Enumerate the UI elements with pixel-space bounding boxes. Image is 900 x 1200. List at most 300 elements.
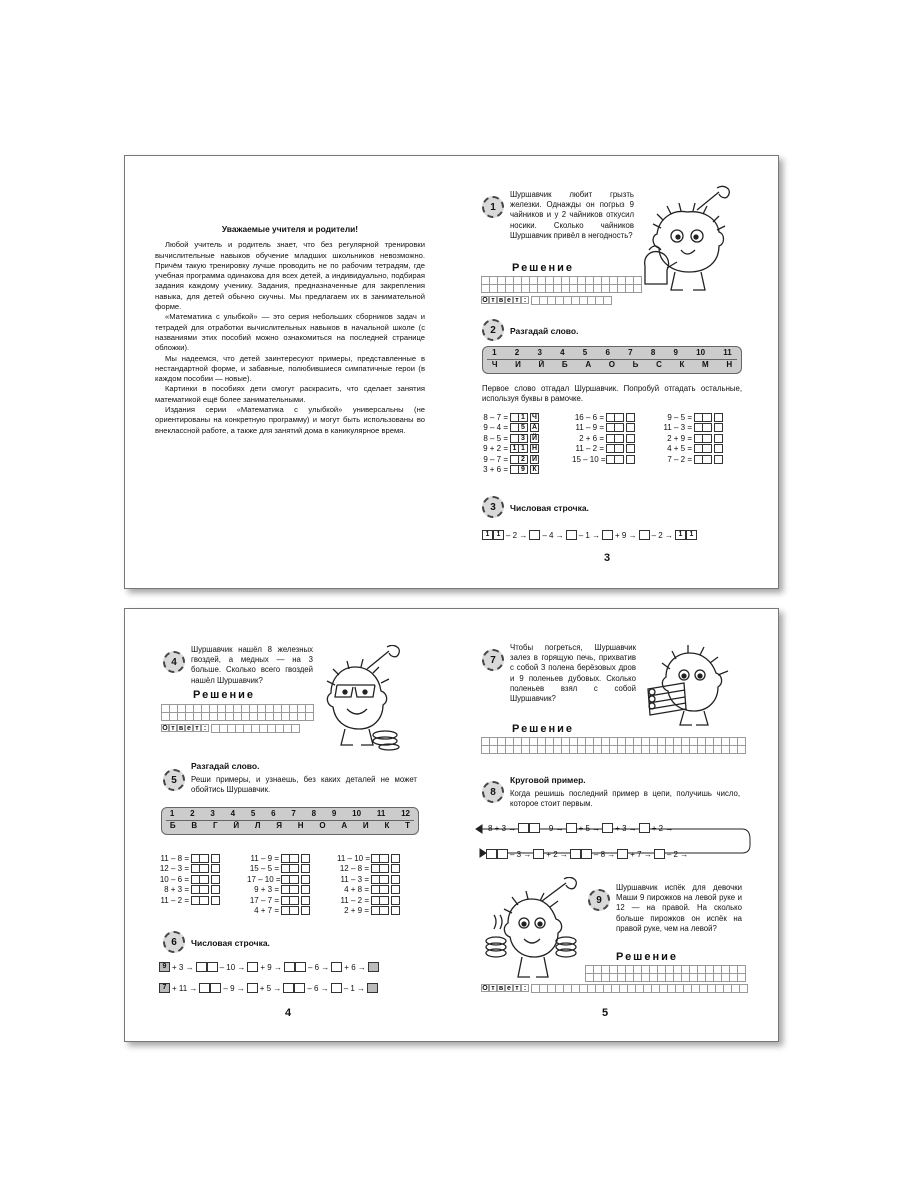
cipher-letter: К [384, 821, 390, 830]
example-line [476, 412, 539, 423]
example-line [247, 885, 310, 896]
answer-box[interactable] [606, 413, 615, 422]
chain-box[interactable] [639, 530, 650, 540]
letter-box[interactable] [626, 413, 635, 422]
cipher-number: 5 [582, 348, 588, 357]
example-line [247, 906, 310, 917]
answer-box[interactable] [290, 885, 299, 894]
chain-box[interactable] [331, 962, 342, 972]
chain-start-box[interactable]: 9 [159, 962, 170, 972]
cipher-number: 6 [605, 348, 610, 357]
spread-pages-2-3 [124, 155, 779, 589]
chain-operation: – 9 → [542, 823, 564, 833]
example-line [660, 433, 723, 444]
example-expression: 11 – 9 = [250, 853, 279, 863]
chain-box[interactable] [518, 823, 529, 833]
chain-operation: + 9 → [260, 962, 282, 972]
task-badge: 2 [482, 319, 504, 341]
cipher-number: 12 [401, 809, 411, 818]
chain-operation: + 9 → [615, 530, 637, 540]
example-expression: 8 – 7 = [483, 412, 508, 422]
letter-box[interactable] [626, 434, 635, 443]
example-line [572, 412, 635, 423]
spread-pages-4-5 [124, 608, 779, 1042]
example-line [660, 412, 723, 423]
letter-box[interactable] [391, 854, 400, 863]
answer-box[interactable] [371, 885, 380, 894]
cipher-number: 10 [696, 348, 706, 357]
example-line [247, 853, 310, 864]
letter-box[interactable]: Ч [530, 413, 539, 422]
examples-column [572, 412, 635, 465]
intro-paragraph: Картинки в пособиях дети смогут раскрасить, что сделает занятия математикой ещё более занимательными. [155, 384, 425, 404]
letter-box[interactable] [626, 455, 635, 464]
chain-box[interactable] [581, 849, 592, 859]
answer-box[interactable] [281, 854, 290, 863]
cipher-letter: Г [212, 821, 218, 830]
chain-operation: – 10 → [219, 962, 246, 972]
answer-box[interactable] [694, 413, 703, 422]
example-line [572, 454, 635, 465]
cipher-number: 3 [537, 348, 542, 357]
examples-column [476, 412, 539, 475]
letter-box[interactable] [714, 455, 723, 464]
intro-title: Уважаемые учителя и родители! [221, 224, 359, 234]
letter-box[interactable] [714, 444, 723, 453]
answer-field[interactable] [531, 296, 612, 305]
answer-box[interactable] [371, 864, 380, 873]
answer-box[interactable]: 2 [519, 455, 528, 464]
answer-box[interactable]: 9 [519, 465, 528, 474]
chain-box[interactable] [247, 983, 258, 993]
chain-start-box[interactable] [368, 962, 379, 972]
answer-box[interactable] [371, 854, 380, 863]
chain-operation: + 2 → [651, 823, 674, 833]
chain-box[interactable] [566, 823, 577, 833]
chain-operation: – 2 → [666, 849, 689, 859]
letter-box[interactable] [391, 885, 400, 894]
answer-box[interactable] [200, 875, 209, 884]
task-text: Шуршавчик нашёл 8 железных гвоздей, а медных — на 3 больше. Сколько всего гвоздей нашёл Шуршавчик? [191, 645, 313, 685]
example-expression: 11 – 8 = [160, 853, 189, 863]
answer-box[interactable] [615, 413, 624, 422]
answer-box[interactable]: 5 [519, 423, 528, 432]
cipher-letter: Б [561, 360, 568, 369]
cipher-number: 4 [230, 809, 236, 818]
solution-grid[interactable] [585, 965, 746, 982]
answer-box[interactable] [510, 434, 519, 443]
chain-box[interactable] [247, 962, 258, 972]
answer-box[interactable] [290, 875, 299, 884]
solution-label: Решение [193, 689, 255, 701]
example-expression: 11 – 3 = [340, 874, 369, 884]
answer-box[interactable] [510, 413, 519, 422]
chain-box[interactable] [654, 849, 665, 859]
intro-paragraph: «Математика с улыбкой» — это серия небольших сборников задач и тетрадей для отработки вычислительных навыков в начальной школе (с названиями этих пособий можно ознакомиться на последней странице обложки). [155, 312, 425, 353]
example-expression: 8 – 5 = [483, 433, 508, 443]
answer-box[interactable] [606, 455, 615, 464]
cipher-letter: И [362, 821, 369, 830]
answer-box[interactable] [200, 854, 209, 863]
example-line [157, 885, 220, 896]
example-expression: 15 – 10 = [572, 454, 606, 464]
shurshavchik-nails-illustration [315, 645, 405, 755]
example-line [247, 864, 310, 875]
chain-box[interactable] [529, 530, 540, 540]
example-line [337, 885, 400, 896]
task-title: Разгадай слово. [510, 326, 579, 336]
letter-box[interactable] [626, 423, 635, 432]
example-expression: 4 + 7 = [254, 906, 279, 916]
example-line [157, 874, 220, 885]
chain-operation: + 5 → [578, 823, 601, 833]
solution-grid[interactable] [481, 737, 746, 754]
page-number: 4 [285, 1007, 292, 1019]
example-expression: 9 + 3 = [254, 885, 279, 895]
task-text: Первое слово отгадал Шуршавчик. Попробуй отгадать остальные, используя буквы в рамочке. [482, 384, 742, 404]
answer-box[interactable] [703, 423, 712, 432]
example-line [337, 906, 400, 917]
letter-box[interactable] [211, 854, 220, 863]
shurshavchik-pies-illustration [482, 877, 582, 989]
task-badge: 8 [482, 781, 504, 803]
example-line [660, 423, 723, 434]
answer-box[interactable] [380, 906, 389, 915]
answer-box[interactable] [380, 864, 389, 873]
example-expression: 2 + 6 = [579, 433, 604, 443]
letter-box[interactable] [626, 444, 635, 453]
cipher-table [482, 346, 742, 374]
example-expression: 11 – 2 = [575, 444, 604, 454]
task-badge: 1 [482, 196, 504, 218]
letter-box[interactable] [301, 875, 310, 884]
cipher-number: 6 [271, 809, 276, 818]
answer-box[interactable] [380, 854, 389, 863]
example-expression: 3 + 6 = [483, 465, 508, 475]
solution-grid[interactable] [481, 276, 642, 293]
example-expression: 2 + 9 = [667, 433, 692, 443]
letter-box[interactable]: А [531, 424, 538, 432]
chain-box[interactable] [533, 849, 544, 859]
chain-box[interactable] [331, 983, 342, 993]
answer-box[interactable] [694, 444, 703, 453]
cipher-number: 2 [190, 809, 195, 818]
answer-box[interactable] [703, 413, 712, 422]
chain-box[interactable] [196, 962, 207, 972]
answer-box[interactable] [200, 885, 209, 894]
chain-operation: 8 + 3 → [488, 823, 517, 833]
chain-operation: – 3 → [510, 849, 532, 859]
page-number: 5 [602, 1007, 609, 1019]
letter-box[interactable] [301, 906, 310, 915]
cipher-letter: Й [538, 360, 545, 369]
cipher-letter: А [341, 821, 348, 830]
answer-box[interactable]: 1 [519, 444, 528, 453]
letter-box[interactable] [391, 906, 400, 915]
chain-box[interactable] [602, 823, 613, 833]
answer-box[interactable] [281, 906, 290, 915]
chain-box[interactable] [210, 983, 221, 993]
cipher-letter: Б [169, 821, 176, 830]
letter-box[interactable]: К [530, 465, 539, 474]
answer-box[interactable] [371, 906, 380, 915]
task-text: Шуршавчик любит грызть железки. Однажды он погрыз 9 чайников и у 2 чайников откусил носики. Сколько чайников Шуршавчик привёл в негодность? [510, 190, 634, 240]
answer-box[interactable] [200, 896, 209, 905]
chain-operation: + 6 → [344, 962, 366, 972]
example-expression: 9 – 4 = [483, 423, 508, 433]
chain-box[interactable] [295, 962, 306, 972]
task-badge: 9 [588, 889, 610, 911]
chain-box[interactable] [207, 962, 218, 972]
answer-box[interactable] [615, 455, 624, 464]
letter-box[interactable] [391, 864, 400, 873]
cipher-number: 2 [514, 348, 520, 357]
example-line [337, 874, 400, 885]
answer-box[interactable] [703, 444, 712, 453]
cipher-letter: М [702, 360, 709, 369]
letter-box[interactable] [714, 413, 723, 422]
chain-box[interactable] [283, 983, 294, 993]
cipher-letter: Ч [491, 360, 498, 369]
chain-box[interactable]: 1 [675, 530, 686, 540]
task-badge: 4 [163, 651, 185, 673]
answer-row: О т в е т : [481, 984, 529, 992]
letter-box[interactable]: Й [531, 434, 538, 442]
task-text: Реши примеры, и узнаешь, без каких деталей не может обойтись Шуршавчик. [191, 775, 417, 795]
chain-operation: – 2 → [506, 530, 528, 540]
answer-box[interactable] [510, 465, 519, 474]
letter-box[interactable] [301, 864, 310, 873]
answer-box[interactable] [694, 423, 703, 432]
chain-box[interactable] [294, 983, 305, 993]
example-line [572, 423, 635, 434]
answer-box[interactable] [615, 444, 624, 453]
answer-box[interactable] [606, 423, 615, 432]
letter-box[interactable] [714, 423, 723, 432]
cipher-letter: Л [254, 821, 261, 830]
chain-start-box[interactable]: 7 [159, 983, 170, 993]
letter-box[interactable]: Н [531, 445, 538, 453]
chain-operation: + 2 → [546, 849, 568, 859]
letter-box[interactable] [714, 434, 723, 443]
cipher-number: 10 [352, 809, 362, 818]
example-expression: 11 – 3 = [663, 423, 692, 433]
letter-box[interactable] [211, 896, 220, 905]
answer-box[interactable] [290, 906, 299, 915]
circular-chain-row [486, 849, 690, 859]
cipher-number: 3 [210, 809, 215, 818]
number-chain [482, 530, 697, 540]
intro-paragraph: Издания серии «Математика с улыбкой» универсальны (не ориентированы на конкретную программу) и могут быть использованы во внеклассной работе, а также для занятий дома в каникулярное время. [155, 405, 425, 435]
chain-operation: – 8 → [593, 849, 616, 859]
letter-box[interactable] [211, 864, 220, 873]
page-5 [452, 609, 778, 1041]
chain-box[interactable] [566, 530, 577, 540]
chain-box[interactable]: 1 [482, 530, 493, 540]
example-expression: 12 – 8 = [339, 864, 369, 874]
example-expression: 16 – 6 = [574, 412, 604, 422]
number-chain [159, 962, 379, 972]
letter-box[interactable] [301, 885, 310, 894]
answer-box[interactable] [191, 864, 200, 873]
task-badge: 7 [482, 649, 504, 671]
example-line [247, 895, 310, 906]
chain-start-box[interactable] [367, 983, 378, 993]
answer-box[interactable] [380, 896, 389, 905]
answer-box[interactable] [606, 434, 615, 443]
letter-box[interactable]: И [531, 455, 538, 463]
answer-box[interactable] [290, 864, 299, 873]
shurshavchik-firewood-illustration [640, 639, 735, 729]
answer-box[interactable] [694, 434, 703, 443]
chain-box[interactable] [284, 962, 295, 972]
task-title: Числовая строчка. [510, 503, 589, 513]
page-number: 3 [604, 552, 611, 564]
page-4 [125, 609, 451, 1041]
examples-column [337, 853, 400, 916]
answer-box[interactable] [290, 854, 299, 863]
example-expression: 2 + 9 = [344, 906, 369, 916]
answer-box[interactable] [371, 875, 380, 884]
answer-row: О т в е т : [481, 296, 529, 304]
task-badge: 5 [163, 769, 185, 791]
answer-box[interactable] [281, 864, 290, 873]
chain-box[interactable] [529, 823, 540, 833]
examples-column [247, 853, 310, 916]
task-text: Чтобы погреться, Шуршавчик залез в горящую печь, прихватив с собой 3 полена берёзовых дров и 9 поленьев дубовых. Сколько поленьев взял с собой Шуршавчик? [510, 643, 636, 704]
cipher-number: 11 [723, 348, 732, 357]
answer-box[interactable]: 3 [519, 434, 528, 443]
chain-operation: + 5 → [259, 983, 282, 993]
cipher-letter: Я [276, 821, 282, 830]
cipher-letter: В [191, 821, 198, 830]
letter-box[interactable] [391, 896, 400, 905]
cipher-number: 9 [673, 348, 678, 357]
example-line [476, 423, 539, 434]
answer-box[interactable] [615, 434, 624, 443]
solution-label: Решение [512, 723, 574, 735]
circular-chain-row [486, 823, 675, 833]
answer-box[interactable] [510, 455, 519, 464]
example-expression: 17 – 10 = [247, 874, 281, 884]
cipher-number: 9 [331, 809, 337, 818]
answer-box[interactable] [200, 864, 209, 873]
cipher-letter: С [656, 360, 662, 369]
letter-box[interactable] [301, 854, 310, 863]
chain-box[interactable] [602, 530, 613, 540]
cipher-letter: Н [297, 821, 304, 830]
example-expression: 4 + 5 = [667, 444, 692, 454]
task-text: Шуршавчик испёк для девочки Маши 9 пирожков на левой руке и 12 — на правой. На сколько больше пирожков он испёк на правой руке, чем на левой? [616, 883, 742, 933]
example-expression: 11 – 10 = [337, 853, 370, 863]
answer-box[interactable] [281, 896, 290, 905]
task-text: Когда решишь последний пример в цепи, получишь число, которое стоит первым. [510, 789, 740, 809]
cipher-table [161, 807, 419, 835]
chain-box[interactable] [199, 983, 210, 993]
answer-box[interactable] [191, 875, 200, 884]
answer-box[interactable] [191, 885, 200, 894]
answer-box[interactable] [191, 854, 200, 863]
example-expression: 8 + 3 = [164, 885, 189, 895]
chain-box[interactable]: 1 [493, 530, 504, 540]
cipher-letter: И [515, 360, 521, 369]
chain-box[interactable] [570, 849, 581, 859]
letter-box[interactable] [301, 896, 310, 905]
chain-operation: + 3 → [172, 962, 194, 972]
chain-box[interactable] [617, 849, 628, 859]
answer-box[interactable] [290, 896, 299, 905]
cipher-letter: О [319, 821, 326, 830]
chain-operation: + 3 → [615, 823, 637, 833]
chain-box[interactable] [639, 823, 650, 833]
chain-operation: – 2 → [651, 530, 673, 540]
examples-column [157, 853, 220, 906]
answer-box[interactable] [191, 896, 200, 905]
chain-operation: + 11 → [172, 983, 198, 993]
cipher-letter: Н [726, 360, 733, 369]
example-expression: 15 – 5 = [249, 864, 279, 874]
answer-row: О т в е т : [161, 724, 209, 732]
answer-box[interactable] [510, 423, 519, 432]
chain-box[interactable]: 1 [686, 530, 697, 540]
answer-box[interactable] [371, 896, 380, 905]
example-expression: 9 – 5 = [667, 412, 692, 422]
answer-box[interactable] [380, 875, 389, 884]
task-badge: 3 [482, 496, 504, 518]
task-title: Круговой пример. [510, 775, 586, 785]
answer-field[interactable] [211, 724, 300, 733]
letter-box[interactable] [391, 875, 400, 884]
example-expression: 12 – 3 = [159, 864, 189, 874]
example-line [660, 454, 723, 465]
answer-box[interactable] [615, 423, 624, 432]
letter-box[interactable] [211, 885, 220, 894]
solution-grid[interactable] [161, 704, 314, 721]
example-expression: 9 – 7 = [483, 454, 508, 464]
letter-box[interactable] [211, 875, 220, 884]
example-line [660, 444, 723, 455]
intro-paragraph: Мы надеемся, что детей заинтересуют примеры, представленные в нестандартной форме, и забавные, полюбившиеся симпатичные герои (в каждом пособии — новые). [155, 353, 425, 384]
answer-box[interactable] [380, 885, 389, 894]
answer-box[interactable]: 1 [510, 444, 519, 453]
number-chain [159, 983, 378, 993]
answer-box[interactable] [281, 885, 290, 894]
chain-box[interactable] [497, 849, 508, 859]
answer-box[interactable] [694, 455, 703, 464]
example-line [476, 454, 539, 465]
example-line [157, 853, 220, 864]
cipher-number: 1 [169, 809, 175, 818]
example-line [247, 874, 310, 885]
answer-box[interactable] [281, 875, 290, 884]
example-expression: 11 – 9 = [575, 423, 604, 433]
cipher-number: 8 [311, 809, 317, 818]
example-line [157, 864, 220, 875]
chain-operation: – 9 → [223, 983, 245, 993]
chain-box[interactable] [486, 849, 497, 859]
answer-box[interactable] [606, 444, 615, 453]
example-expression: 4 + 8 = [344, 885, 369, 895]
example-expression: 9 + 2 = [483, 444, 508, 454]
answer-field[interactable] [531, 984, 748, 993]
answer-box[interactable] [703, 434, 712, 443]
page-intro [125, 156, 451, 588]
chain-operation: – 4 → [542, 530, 564, 540]
example-line [572, 444, 635, 455]
cipher-number: 7 [291, 809, 296, 818]
answer-box[interactable] [703, 455, 712, 464]
answer-box[interactable]: 1 [519, 413, 528, 422]
